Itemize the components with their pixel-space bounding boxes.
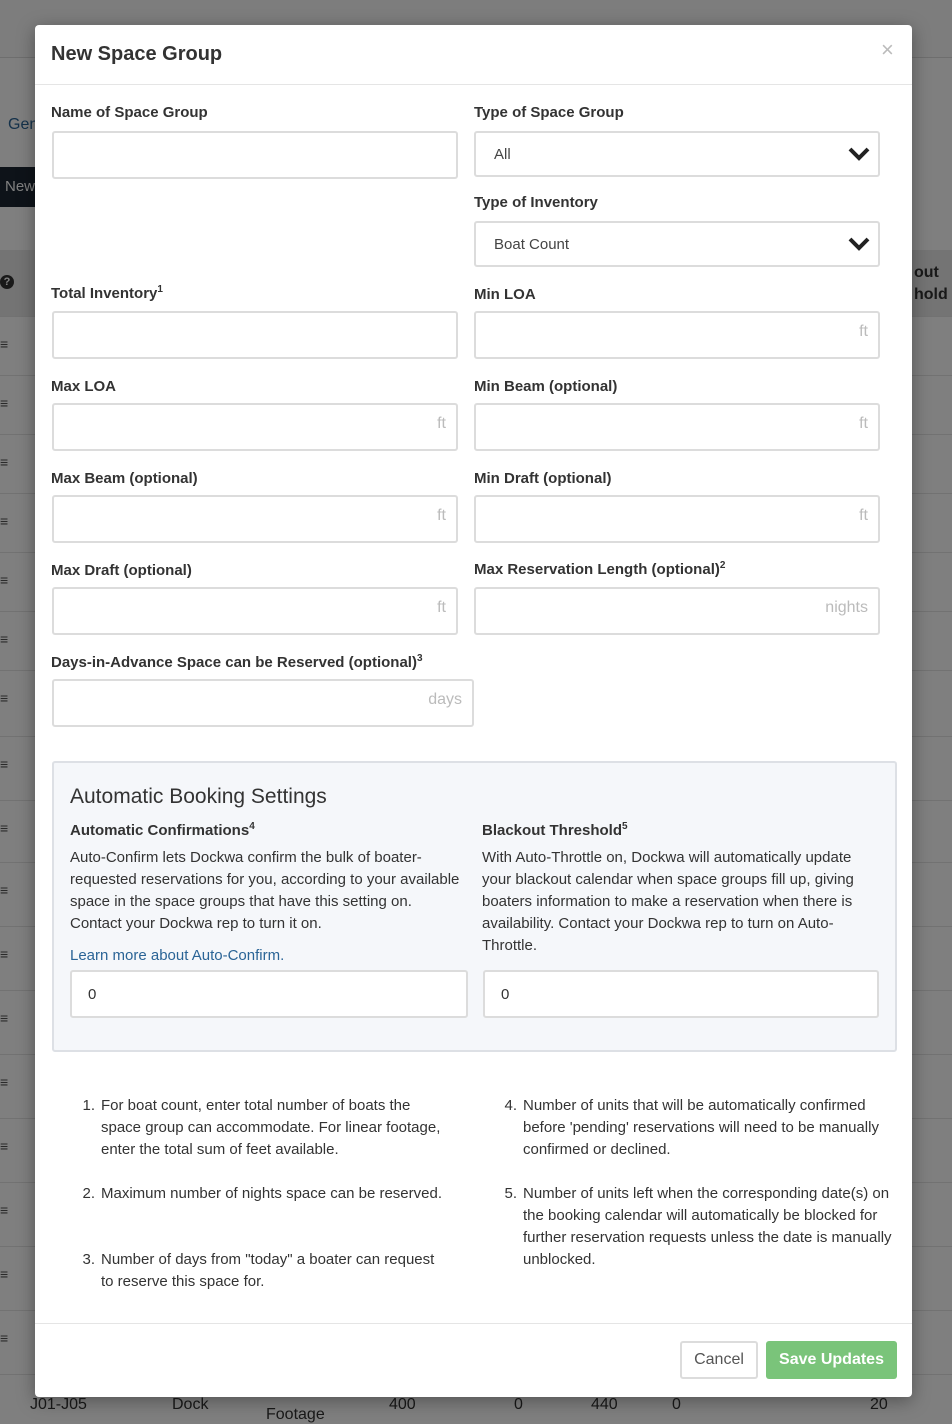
- min-draft-input[interactable]: [476, 497, 878, 541]
- max-draft-unit: ft: [437, 599, 446, 616]
- min-draft-label: Min Draft (optional): [474, 470, 612, 487]
- max-reservation-input[interactable]: [476, 589, 878, 633]
- max-beam-unit: ft: [437, 507, 446, 524]
- type-inventory-value: Boat Count: [494, 236, 570, 253]
- days-advance-input-box: [52, 679, 474, 727]
- min-loa-input-box: [474, 311, 880, 359]
- type-group-value: All: [494, 146, 511, 163]
- auto-confirm-label: Automatic Confirmations$^4$: [70, 821, 255, 839]
- max-beam-input[interactable]: [54, 497, 456, 541]
- min-draft-input-box: [474, 495, 880, 543]
- days-advance-unit: days: [428, 691, 462, 708]
- cancel-button[interactable]: Cancel: [680, 1341, 758, 1379]
- automatic-booking-title: Automatic Booking Settings: [70, 785, 327, 808]
- save-updates-button[interactable]: Save Updates: [766, 1341, 897, 1379]
- name-input-box: [52, 131, 458, 179]
- new-space-group-modal: [35, 25, 912, 1397]
- min-draft-unit: ft: [859, 507, 868, 524]
- type-inventory-select[interactable]: [474, 221, 880, 267]
- modal-footer: [35, 1323, 912, 1397]
- min-beam-unit: ft: [859, 415, 868, 432]
- blackout-threshold-description: With Auto-Throttle on, Dockwa will automatically update your blackout calendar when space groups fill up, giving boaters information to make a reservation when there is availability. Contact your Dockwa rep to turn on Auto-Throttle.: [482, 849, 854, 954]
- max-loa-unit: ft: [437, 415, 446, 432]
- total-inventory-input-box: [52, 311, 458, 359]
- footnotes-left: 1. For boat count, enter total number of boats the space group can accommodate. For linear footage, enter the total sum of feet available. 2. Maximum number of nights space can be reserved. 3. Number of days from "today" a boater can request to reserve this space for.: [82, 1097, 442, 1290]
- max-draft-input[interactable]: [54, 589, 456, 633]
- min-loa-input[interactable]: [476, 313, 878, 357]
- days-advance-label: Days-in-Advance Space can be Reserved (optional)$^3$: [51, 653, 423, 671]
- max-beam-label: Max Beam (optional): [51, 470, 198, 487]
- chevron-down-icon: [848, 236, 870, 252]
- type-group-label: Type of Space Group: [474, 104, 624, 121]
- blackout-threshold-input-box: [483, 970, 879, 1018]
- modal-header: [35, 25, 912, 85]
- max-loa-label: Max LOA: [51, 378, 117, 395]
- min-beam-label: Min Beam (optional): [474, 378, 618, 395]
- max-draft-label: Max Draft (optional): [51, 562, 192, 579]
- type-inventory-label: Type of Inventory: [474, 194, 598, 211]
- auto-confirm-description: Auto-Confirm lets Dockwa confirm the bulk of boater-requested reservations for you, according to your available space in the space groups that have this setting on. Contact your Dockwa rep to turn it on.: [70, 849, 460, 932]
- max-loa-input-box: [52, 403, 458, 451]
- auto-confirm-input[interactable]: [72, 972, 466, 1016]
- close-icon[interactable]: ×: [881, 37, 894, 62]
- max-reservation-unit: nights: [825, 599, 868, 616]
- min-beam-input-box: [474, 403, 880, 451]
- blackout-threshold-input[interactable]: [485, 972, 877, 1016]
- modal-title: New Space Group: [51, 43, 223, 65]
- auto-confirm-learn-more-link[interactable]: Learn more about Auto-Confirm.: [70, 947, 285, 964]
- max-reservation-label: Max Reservation Length (optional)$^2$: [474, 560, 726, 578]
- type-group-select[interactable]: [474, 131, 880, 177]
- automatic-booking-settings-panel: [52, 761, 897, 1052]
- name-label: Name of Space Group: [51, 104, 208, 121]
- min-beam-input[interactable]: [476, 405, 878, 449]
- blackout-threshold-label: Blackout Threshold$^5$: [482, 821, 628, 839]
- total-inventory-input[interactable]: [54, 313, 456, 357]
- max-draft-input-box: [52, 587, 458, 635]
- total-inventory-label: Total Inventory$^1$: [51, 284, 163, 302]
- days-advance-input[interactable]: [54, 681, 472, 725]
- max-beam-input-box: [52, 495, 458, 543]
- footnotes-right: 4. Number of units that will be automatically confirmed before 'pending' reservations will need to be manually confirmed or declined. 5. Number of units left when the corresponding date(s) on the booking calendar will automatically be blocked for further reservation requests unless the date is manually unblocked.: [504, 1097, 892, 1268]
- max-reservation-input-box: [474, 587, 880, 635]
- max-loa-input[interactable]: [54, 405, 456, 449]
- name-input[interactable]: [54, 133, 456, 177]
- chevron-down-icon: [848, 146, 870, 162]
- auto-confirm-input-box: [70, 970, 468, 1018]
- min-loa-label: Min LOA: [474, 286, 536, 303]
- min-loa-unit: ft: [859, 323, 868, 340]
